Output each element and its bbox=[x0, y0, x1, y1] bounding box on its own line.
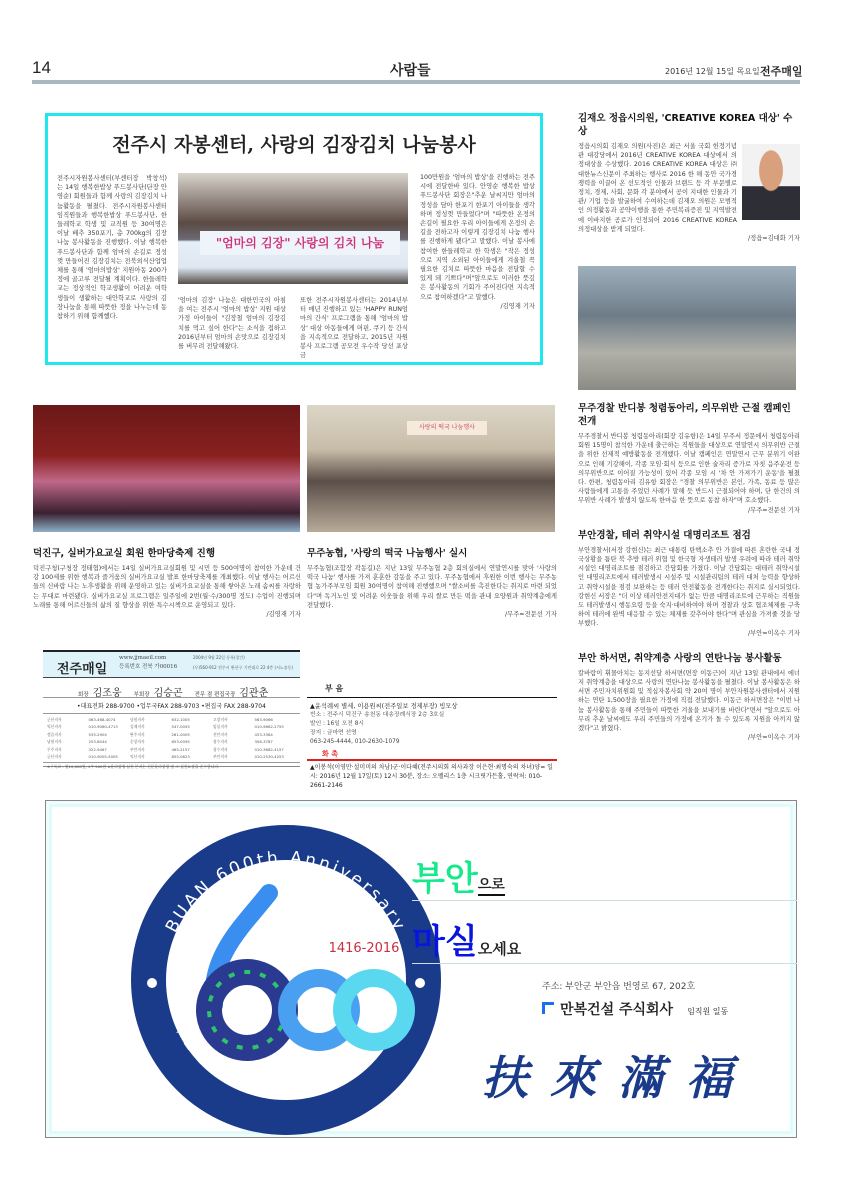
newspaper-brand: 전주매일 bbox=[760, 65, 803, 78]
kim-article bbox=[578, 112, 800, 243]
branch-cell: 무주지사 bbox=[47, 746, 62, 752]
branch-cell: 남원지사 bbox=[130, 717, 145, 722]
branch-cell: 010-2530-4253 bbox=[254, 754, 284, 760]
obituary-details: 빈소 : 전주시 덕진구 송천동 대송장례식장 2층 3호실 발인 : 16일 오전 8시 장지 : 금마면 선영 063-245-4444, 010-2630-1079 bbox=[310, 712, 445, 745]
masthead-info1: 2004년 9월 22일 등록(창간) bbox=[193, 655, 245, 660]
branch-cell: 465-2157 bbox=[171, 746, 190, 752]
deokjin-title: 덕진구, 실버가요교실 회원 한마당축제 진행 bbox=[33, 548, 216, 559]
branch-cell: 장수지사 bbox=[213, 746, 228, 752]
haseo-body: 칼바람이 휘몰아치는 동지선달 하서면(면장 이동근)이 지난 13일 관내에서 에너지 취약계층을 대상으로 사랑의 연탄나눔 봉사활동을 펼쳤다. 이날 봉사활동은 하서면 주민자치위원회 및 적십자봉사회 약 20여 명이 부안자원봉사센터에서 지원하는 연탄 1,500장을 필요한 가정에 직접 전달했다. 이동근 하서면장은 "이번 나눔 봉사활동을 통해 주민들이 따뜻한 겨울을 보내기를 바란다"면서 "앞으로도 아무리 추운 날씨에도 우리 주민들의 가정에 온기가 돌 수 있도록 지원을 아끼지 않겠다"고 밝혔다. bbox=[578, 669, 800, 733]
kim-article-byline: /정읍=김대화 기자 bbox=[748, 235, 800, 243]
main-article-col1: 전주시자원봉사센터(부센터장 박창석)는 14일 행복한밥상 푸드봉사단(단장 안영순) 회원들과 함께 사랑의 김장김치 나눔활동을 펼쳤다. 전주시자원봉사센터 임직원들과 행복한밥상 푸드봉사단, 한들레학교 학생 및 교직원 등 30여명은 이날 배추 350포기, 총 700kg의 김장나눔 봉사활동을 진행했다. 이날 행복한푸드봉사단과 함께 엄마의 손길로 정성껏 만들어진 김장김치는 전북외식산업업체를 통해 '엄마의밥상' 지원아동 200가정에 골고루 전달될 계획이다. 한들레학교는 정상적인 학교생활이 어려운 여학생들이 생활하는 대안학교로 사랑의 김장나눔을 통해 따뜻한 정을 나누는데 동참하기 위해 함께했다. bbox=[57, 175, 167, 321]
ad-company: 만복건설 주식회사 임직원 일동 bbox=[542, 999, 728, 1019]
branch-cell: 253-8044 bbox=[88, 739, 107, 745]
branch-cell: 고창지사 bbox=[213, 717, 228, 722]
kim-article-title: 김재오 정읍시의원, 'CREATIVE KOREA 대상' 수상 bbox=[578, 113, 793, 137]
branch-cell: 부안지사 bbox=[130, 746, 145, 752]
muju-coop-byline: /무주=전문선 기자 bbox=[505, 611, 557, 619]
kim-article-body: 정읍시의회 김재오 의원(사진)은 최근 서울 국회 헌정기념관 대강당에서 2016년 CREATIVE KOREA 대상에서 의정대상을 수상했다. 2016 CREATIVE KOREA 대상은 ㈜대한뉴스신문이 주최하는 행사로 2016 한 해 동안 국가경쟁력을 이끌어 온 선도적인 인물과 브랜드 등 각 부문별로 정치, 경제, 사회, 문화 각 분야에서 공이 지대한 인물과 기관/ 기업 등을 발굴하여 수여하는데 김재오 의원은 모범적인 의정활동과 공약이행을 통한 주민복리증진 및 지역발전에 이바지한 공로가 인정되어 2016 CREATIVE KOREA 의정대상을 받게 되었다. bbox=[578, 142, 800, 234]
page-number: 14 bbox=[32, 58, 51, 77]
section-title: 사람들 bbox=[390, 63, 431, 79]
muju-coop-body: 무주농협(조합장 곽동길)은 지난 13일 무주농협 2층 회의실에서 연말연시를 맞아 '사랑의 떡국 나눔' 행사를 가져 훈훈한 감동을 주고 있다. 무주농협에서 후원한 이번 행사는 무주농협 농가주부모임 회원 30여명이 참여해 진행했으며 "쌀소비를 촉진한다는 취지로 마련 되었다"며 독거노인 및 어려운 이웃들을 위해 우리 쌀로 만든 떡을 관내 요양원과 취약계층에게 전달했다. bbox=[307, 565, 557, 609]
muju-police-article bbox=[578, 402, 800, 515]
newspaper-masthead bbox=[43, 650, 300, 770]
slogan-line1: 부안 으로 bbox=[412, 862, 797, 901]
company-logo-icon bbox=[542, 1002, 554, 1014]
branch-cell: 855-0823 bbox=[171, 754, 190, 760]
branch-cell: 535-2904 bbox=[88, 731, 107, 737]
masthead-reg: 등록번호 전북 가00016 bbox=[119, 664, 178, 670]
branch-cell: 남원지사 bbox=[47, 739, 62, 745]
main-article-col2: '엄마의 김장' 나눔은 대한민국의 아침을 여는 전주시 '엄마의 밥상' 지원 대상 가정 아이들이 "김장철 엄마의 김장김치를 먹고 싶어 한다"는 소식을 접하고 2016년부터 엄마의 손맛으로 김장김치를 버무려 전달해왔다. bbox=[178, 297, 286, 351]
masthead-phones: •대표전화 288-9700 •업무국FAX 288-9703 •편집국 FAX 288-9704 bbox=[43, 698, 300, 714]
kim-portrait-photo bbox=[742, 144, 800, 220]
branch-cell: 익산지사 bbox=[47, 724, 62, 730]
muju-police-byline: /무주=전문선 기자 bbox=[748, 506, 800, 514]
branch-cell: 261-0005 bbox=[171, 731, 190, 737]
obituary-entry: ▲윤석례씨 별세, 이용원씨(전주일보 경제부장) 빙모상 bbox=[310, 703, 458, 710]
chair-label: 회장 bbox=[78, 692, 89, 698]
branch-cell: 익산지사 bbox=[130, 754, 145, 760]
branch-cell: 군산지사 bbox=[47, 754, 62, 760]
buan-police-article bbox=[578, 529, 800, 638]
branch-cell: 356-3787 bbox=[254, 739, 273, 745]
main-article-title: 전주시 자봉센터, 사랑의 김장김치 나눔봉사 bbox=[112, 134, 476, 156]
buan-police-title: 부안경찰, 테러 취약시설 대명리조트 점검 bbox=[578, 529, 751, 541]
vice-name: 김승곤 bbox=[153, 688, 183, 699]
haseo-title: 부안 하서면, 취약계층 사랑의 연탄나눔 봉사활동 bbox=[578, 652, 782, 664]
calligraphy: 扶來滿福 bbox=[482, 1051, 754, 1105]
wedding-entry: ▲이봉석(이영만·설미미의 차남)군·이다혜(전주시의회 의사과장 이은현·최명숙의 차녀)양= 일시: 2016년 12월 17일(토) 12시 30분, 장소: 오펠리스 1층 시크릿가든홀, 연락처: 010-2661-2146 bbox=[310, 764, 553, 789]
deokjin-article bbox=[33, 547, 301, 619]
branch-cell: 322-9467 bbox=[88, 746, 107, 752]
branch-cell: 진안지사 bbox=[213, 731, 228, 737]
branch-cell: 010-9060-4713 bbox=[88, 724, 118, 730]
masthead-footer: ※구독료 : 월10,000원, 1부 500원 ※윤리강령 실천 본지는 신문윤리강령 및 그 실천요강을 준수합니다. bbox=[43, 762, 300, 771]
ad-address: 주소: 부안군 부안읍 번영로 67, 202호 bbox=[542, 982, 696, 992]
editor-name: 김관춘 bbox=[239, 688, 269, 699]
branch-cell: 정읍지사 bbox=[47, 731, 62, 737]
branch-list bbox=[43, 714, 300, 762]
branch-cell: 433-3364 bbox=[254, 731, 273, 737]
main-article-col4-wrap bbox=[420, 173, 535, 311]
slogan-line2: 마실 오세요 bbox=[412, 925, 797, 964]
photo-banner: 사랑의 떡국 나눔행사 bbox=[407, 421, 487, 435]
branch-cell: 김제지사 bbox=[130, 724, 145, 730]
kimchi-photo bbox=[178, 173, 408, 284]
branch-cell: 632-1005 bbox=[171, 717, 190, 722]
masthead-url[interactable]: www.jjmaeil.com bbox=[119, 655, 167, 661]
branch-cell: 군산지사 bbox=[47, 717, 62, 722]
muju-coop-article bbox=[307, 547, 557, 619]
photo-banner: "엄마의 김장" 사랑의 김치 나눔 bbox=[200, 231, 400, 255]
main-article-col4: 100만원을 '엄마의 밥상'을 진행하는 전주시에 전달한바 있다. 안영순 행복한 밥상 푸드봉사단 회장은"추운 날씨지만 엄마의 정성을 담아 한포기 한포기 아이들을 생각하며 정성껏 만들었다"며 "따뜻한 온정의 손길이 필요한 우리 아이들에게 온정의 손길을 전하고자 이렇게 김장김치 나눔 행사를 진행하게 됐다"고 말했다. 이날 봉사에 참여한 한들레학교 한 학생은 "작은 정성으로 지역 소외된 아이들에게 겨울철 꼭 필요한 김치로 따뜻한 마음을 전달할 수 있게 돼 기쁘다"며"앞으로도 이러한 뜻깊은 봉사활동의 기회가 주어진다면 지속적으로 참여하겠다"고 말했다. bbox=[420, 174, 535, 301]
vice-label: 부회장 bbox=[133, 692, 150, 698]
branch-cell: 장수지사 bbox=[213, 739, 228, 745]
wedding-header: 화 촉 bbox=[322, 750, 338, 758]
wedding-divider bbox=[307, 759, 557, 761]
svg-text:부안 정명 600주년 행복부안! 천년도약!: 부안 정명 600주년 행복부안! 천년도약! bbox=[170, 1017, 401, 1102]
svg-text:1416-2016: 1416-2016 bbox=[328, 941, 400, 956]
branch-cell: 063-468-4074 bbox=[88, 717, 116, 722]
muju-coop-title: 무주농협, '사랑의 떡국 나눔행사' 실시 bbox=[307, 548, 468, 559]
obituary-header: 부 음 bbox=[325, 684, 344, 693]
header-divider bbox=[32, 80, 800, 84]
branch-cell: 547-0055 bbox=[171, 724, 190, 730]
buan-police-byline: /부안=이옥수 기자 bbox=[748, 629, 800, 637]
deokjin-byline: /김영재 기자 bbox=[266, 611, 301, 619]
main-article-col3: 또한 전주시자원봉사센터는 2014년부터 매년 진행하고 있는 'HAPPY RUN엄마의 간식' 프로그램을 통해 '엄마의 밥상' 대상 아동들에게 머핀, 쿠키 등 간식을 지속적으로 전달하고, 2015년 자원봉사 프로그램 공모전 우수작 당선 포상금 bbox=[300, 297, 408, 360]
branch-cell: 653-0095 bbox=[171, 739, 190, 745]
deokjin-body: 덕진구청(구청장 정태협)에서는 14일 실버가요교실회원 및 시민 등 500여명이 참여한 가운데 건강 100세를 위한 행복과 즐거움의 실버가요교실 발표 한마당축제를 개최했다. 이날 행사는 어르신들의 신바람 나는 노후생활을 위해 운영하고 있는 실버가요교실을 통해 쌓아온 노래 솜씨를 자랑하는 무대로 마련됐다. 실버가요교실 프로그램은 일주일에 2번(월·수/300명 정도) 수업이 진행되며 노래를 통해 어르신들의 삶의 질 향상을 위한 특수시책으로 운영되고 있다. bbox=[33, 565, 301, 609]
branch-cell: 010-9662-2755 bbox=[254, 724, 284, 730]
muju-police-body: 무주경찰서 반디봉 청렴동아리(회장 김유항)은 14일 무주서 정문에서 청렴동아리 회원 15명이 참석한 가운데 출근하는 직원들을 대상으로 연말연시 의무위반 근절을 위한 선제적 예방활동을 전개했다. 이날 캠페인은 연말연시 근무 분위기 이완으로 인해 기강해이, 각종 모임·회식 등으로 인한 술자리 증가로 자칫 음주운전 등 의무위반으로 이어질 가능성이 있어 각종 모임 시 '차 안 가져가기 운동'을 펼쳤다. 한편, 청렴동아리 김유항 회장은 "경찰 의무위반은 본인, 가족, 동료 등 많은 사람들에게 고통을 주었던 사례가 말해 듯 반드시 근절되어야 하며, 단 한건의 의무위반 사례가 발생치 않도록 한마음 한 뜻으로 동참 하자"며 호소했다. bbox=[578, 433, 800, 505]
issue-date: 2016년 12월 15일 목요일 bbox=[665, 67, 760, 76]
muju-police-title: 무주경찰 반디봉 청렴동아리, 의무위반 근절 캠페인 전개 bbox=[578, 403, 791, 427]
branch-cell: 563-9066 bbox=[254, 717, 273, 722]
editor-label: 전무 겸 편집국장 bbox=[194, 692, 236, 698]
branch-cell: 완주지사 bbox=[130, 731, 145, 737]
branch-cell: 010-3682-4157 bbox=[254, 746, 284, 752]
svg-text:BUAN 600th Anniversary: BUAN 600th Anniversary bbox=[161, 847, 411, 936]
branch-cell: 임실지사 bbox=[213, 724, 228, 730]
branch-cell: 010-9005-5005 bbox=[88, 754, 118, 760]
rice-cake-photo bbox=[307, 405, 555, 532]
obituary-divider bbox=[307, 697, 557, 698]
haseo-byline: /부안=이옥수 기자 bbox=[748, 734, 800, 742]
chair-name: 김조웅 bbox=[92, 688, 122, 699]
branch-cell: 순창지사 bbox=[130, 739, 145, 745]
advertisement bbox=[45, 800, 797, 1138]
silver-choir-photo bbox=[33, 405, 300, 532]
right-column-articles bbox=[578, 402, 800, 742]
buan-police-body: 부안경찰서(서장 강현신)는 최근 대통령 탄핵소추 안 가결에 따른 혼란한 국내 정국상황을 틈탄 북 추방 테러 위협 및 한국형 자생테러 발생 우려에 따라 테러 취약시설인 대명리조트를 점검하고 간담회를 가졌다. 이날 간담회는 대테러 취약시설인 대명리조트에서 테러발생시 시설주 및 시설관리팀의 테러 대처 능력을 향상하고 취약시설을 점검 보완하는 등 테러 안전활동을 전개한다는 취지로 실시되었다. 강현신 서장은 "더 이상 테러안전지대가 없는 만큼 대명리조트에 근무하는 직원들도 테러발생시 행동요령 등을 숙지·대비하여야 하며 경찰과 상호 협조체제를 구축하여 테러에 완벽 대응할 수 있는 체제를 갖추어야 한다"며 관심을 가져줄 것을 당부했다. bbox=[578, 546, 800, 628]
buan-600th-logo bbox=[124, 815, 449, 1135]
main-article-byline: /김영재 기자 bbox=[500, 302, 535, 310]
campaign-photo bbox=[578, 266, 796, 390]
haseo-article bbox=[578, 652, 800, 743]
branch-cell: 부안지사 bbox=[213, 754, 228, 760]
masthead-logo: 전주매일 bbox=[57, 662, 108, 677]
masthead-info2: (우)560-912 전주시 완산구 기린대로 22 4층 (서노송동) bbox=[193, 665, 294, 670]
